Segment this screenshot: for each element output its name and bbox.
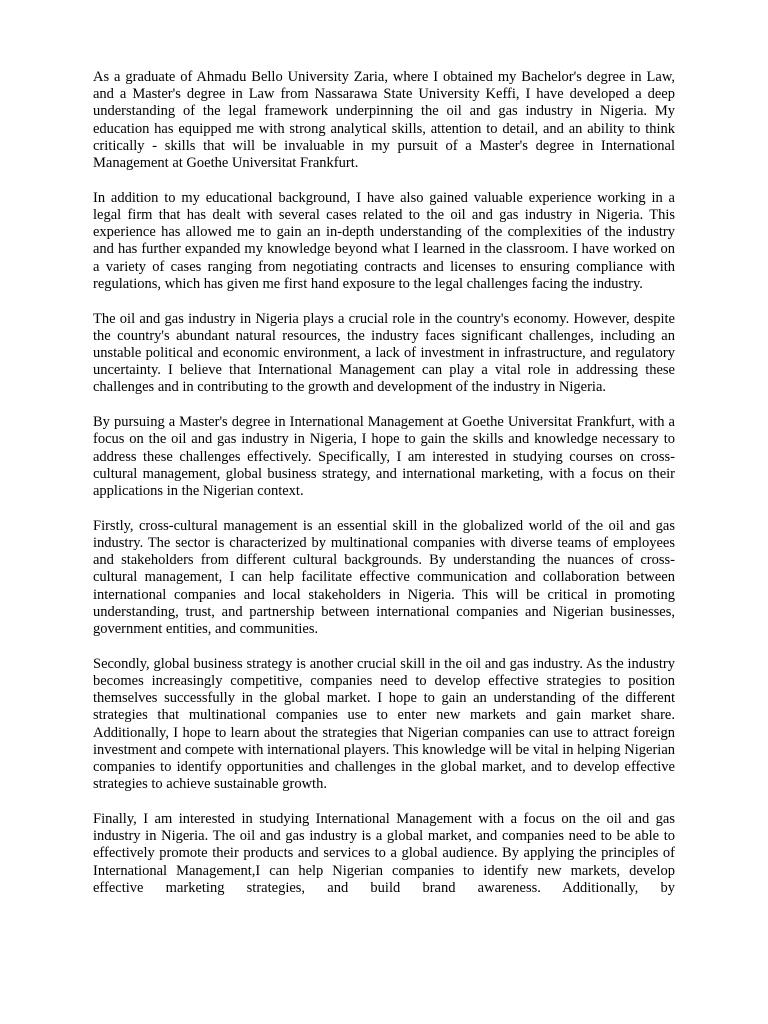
paragraph-global-strategy: Secondly, global business strategy is another crucial skill in the oil and gas industry. As the industry becomes increasingly competitive, companies need to develop effective strategies to position themselves successfully in the global market. I hope to gain an understanding of the different strategies that multinational companies use to enter new markets and gain market share. Additionally, I hope to learn about the strategies that Nigerian companies can use to attract foreign investment and compete with international players. This knowledge will be vital in helping Nigerian companies to identify opportunities and challenges in the global market, and to develop effective strategies to achieve sustainable growth.	[93, 655, 676, 793]
paragraph-education: As a graduate of Ahmadu Bello University Zaria, where I obtained my Bachelor's degree in Law, and a Master's degree in Law from Nassarawa State University Keffi, I have developed a deep understanding of the legal framework underpinning the oil and gas industry in Nigeria. My education has equipped me with strong analytical skills, attention to detail, and an ability to think critically - skills that will be invaluable in my pursuit of a Master's degree in International Management at Goethe Universitat Frankfurt.	[93, 69, 675, 172]
paragraph-program-goals: By pursuing a Master's degree in International Management at Goethe Universitat Frankfurt, with a focus on the oil and gas industry in Nigeria, I hope to gain the skills and knowledge necessary to address these challenges effectively. Specifically, I am interested in studying courses on cross-cultural management, global business strategy, and international marketing, with a focus on their applications in the Nigerian context.	[93, 414, 675, 500]
document-body	[93, 69, 675, 897]
paragraph-cross-cultural: Firstly, cross-cultural management is an essential skill in the globalized world of the oil and gas industry. The sector is characterized by multinational companies with diverse teams of employees and stakeholders from different cultural backgrounds. By understanding the nuances of cross-cultural management, I can help facilitate effective communication and collaboration between international companies and local stakeholders in Nigeria. This will be critical in promoting understanding, trust, and partnership between international companies and Nigerian businesses, government entities, and communities.	[93, 517, 675, 638]
paragraph-experience: In addition to my educational background, I have also gained valuable experience working in a legal firm that has dealt with several cases related to the oil and gas industry in Nigeria. This experience has allowed me to gain an in-depth understanding of the complexities of the industry and has further expanded my knowledge beyond what I learned in the classroom. I have worked on a variety of cases ranging from negotiating contracts and licenses to ensuring compliance with regulations, which has given me first hand exposure to the legal challenges facing the industry.	[93, 189, 675, 292]
paragraph-industry-challenges: The oil and gas industry in Nigeria plays a crucial role in the country's economy. However, despite the country's abundant natural resources, the industry faces significant challenges, including an unstable political and economic environment, a lack of investment in infrastructure, and regulatory uncertainty. I believe that International Management can play a vital role in addressing these challenges and in contributing to the growth and development of the industry in Nigeria.	[93, 310, 675, 396]
paragraph-international-management: Finally, I am interested in studying International Management with a focus on the oil and gas industry in Nigeria. The oil and gas industry is a global market, and companies need to be able to effectively promote their products and services to a global audience. By applying the principles of International Management,I can help Nigerian companies to identify new markets, develop effective marketing strategies, and build brand awareness. Additionally, by	[93, 811, 675, 896]
